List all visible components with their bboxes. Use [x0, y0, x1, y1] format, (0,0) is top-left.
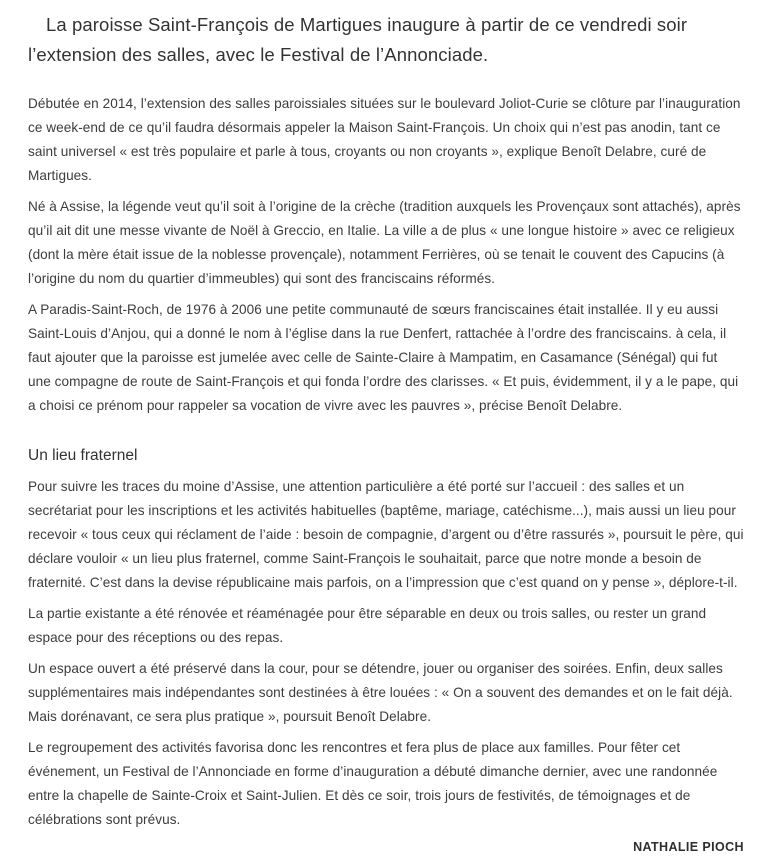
article-paragraph: Débutée en 2014, l’extension des salles paroissiales situées sur le boulevard Joliot-Curie se clôture par l’inauguration ce week-end de ce qu’il faudra désormais appeler la Maison Saint-François. Un choix qui n’est pas anodin, tant ce saint universel « est très populaire et parle à tous, croyants ou non croyants », explique Benoît Delabre, curé de Martigues.: [28, 96, 741, 183]
article-paragraph: Né à Assise, la légende veut qu’il soit à l’origine de la crèche (tradition auxquels les Provençaux sont attachés), après qu’il ait dit une messe vivante de Noël à Greccio, en Italie. La ville a de plus « une longue histoire » avec ce religieux (dont la mère était issue de la noblesse provençale), notamment Ferrières, où se tenait le couvent des Capucins (à l’origine du nom du quartier d’immeubles) qui sont des franciscains réformés.: [28, 199, 741, 286]
article-paragraph: A Paradis-Saint-Roch, de 1976 à 2006 une petite communauté de sœurs franciscaines était installée. Il y eu aussi Saint-Louis d’Anjou, qui a donné le nom à l’église dans la rue Denfert, rattachée à l’ordre des franciscains. à cela, il faut ajouter que la paroisse est jumelée avec celle de Sainte-Claire à Mampatim, en Casamance (Sénégal) qui fut une compagne de route de Saint-François et qui fonda l’ordre des clarisses. « Et puis, évidemment, il y a le pape, qui a choisi ce prénom pour rappeler sa vocation de vivre avec les pauvres », précise Benoît Delabre.: [28, 302, 739, 413]
author-byline: NATHALIE PIOCH: [633, 840, 744, 854]
article-paragraph: Pour suivre les traces du moine d’Assise, une attention particulière a été porté sur l’accueil : des salles et un secrétariat pour les inscriptions et les activités habituelles (baptême, mariage, catéchisme...), mais aussi un lieu pour recevoir « tous ceux qui réclament de l’aide : besoin de compagnie, d’argent ou d’être rassurés », poursuit le père, qui déclare vouloir « un lieu plus fraternel, comme Saint-François le souhaitait, parce que notre monde a besoin de fraternité. C’est dans la devise républicaine mais parfois, on a l’impression que c’est quand on y pense », déplore-t-il.: [28, 479, 744, 590]
article-paragraph: Un espace ouvert a été préservé dans la cour, pour se détendre, jouer ou organiser des soirées. Enfin, deux salles supplémentaires mais indépendantes sont destinées à être louées : « On a souvent des demandes et on le fait déjà. Mais dorénavant, ce sera plus pratique », poursuit Benoît Delabre.: [28, 661, 733, 724]
article-paragraph: La partie existante a été rénovée et réaménagée pour être séparable en deux ou trois salles, ou rester un grand espace pour des réceptions ou des repas.: [28, 606, 707, 645]
article-lead: La paroisse Saint-François de Martigues inaugure à partir de ce vendredi soir l’extension des salles, avec le Festival de l’Annonciade.: [28, 14, 688, 65]
article-paragraph: Le regroupement des activités favorisa donc les rencontres et fera plus de place aux familles. Pour fêter cet événement, un Festival de l’Annonciade en forme d’inauguration a débuté dimanche dernier, avec une randonnée entre la chapelle de Sainte-Croix et Saint-Julien. Et dès ce soir, trois jours de festivités, de témoignages et de célébrations sont prévus.: [28, 740, 718, 827]
section-subheading: Un lieu fraternel: [28, 447, 138, 464]
